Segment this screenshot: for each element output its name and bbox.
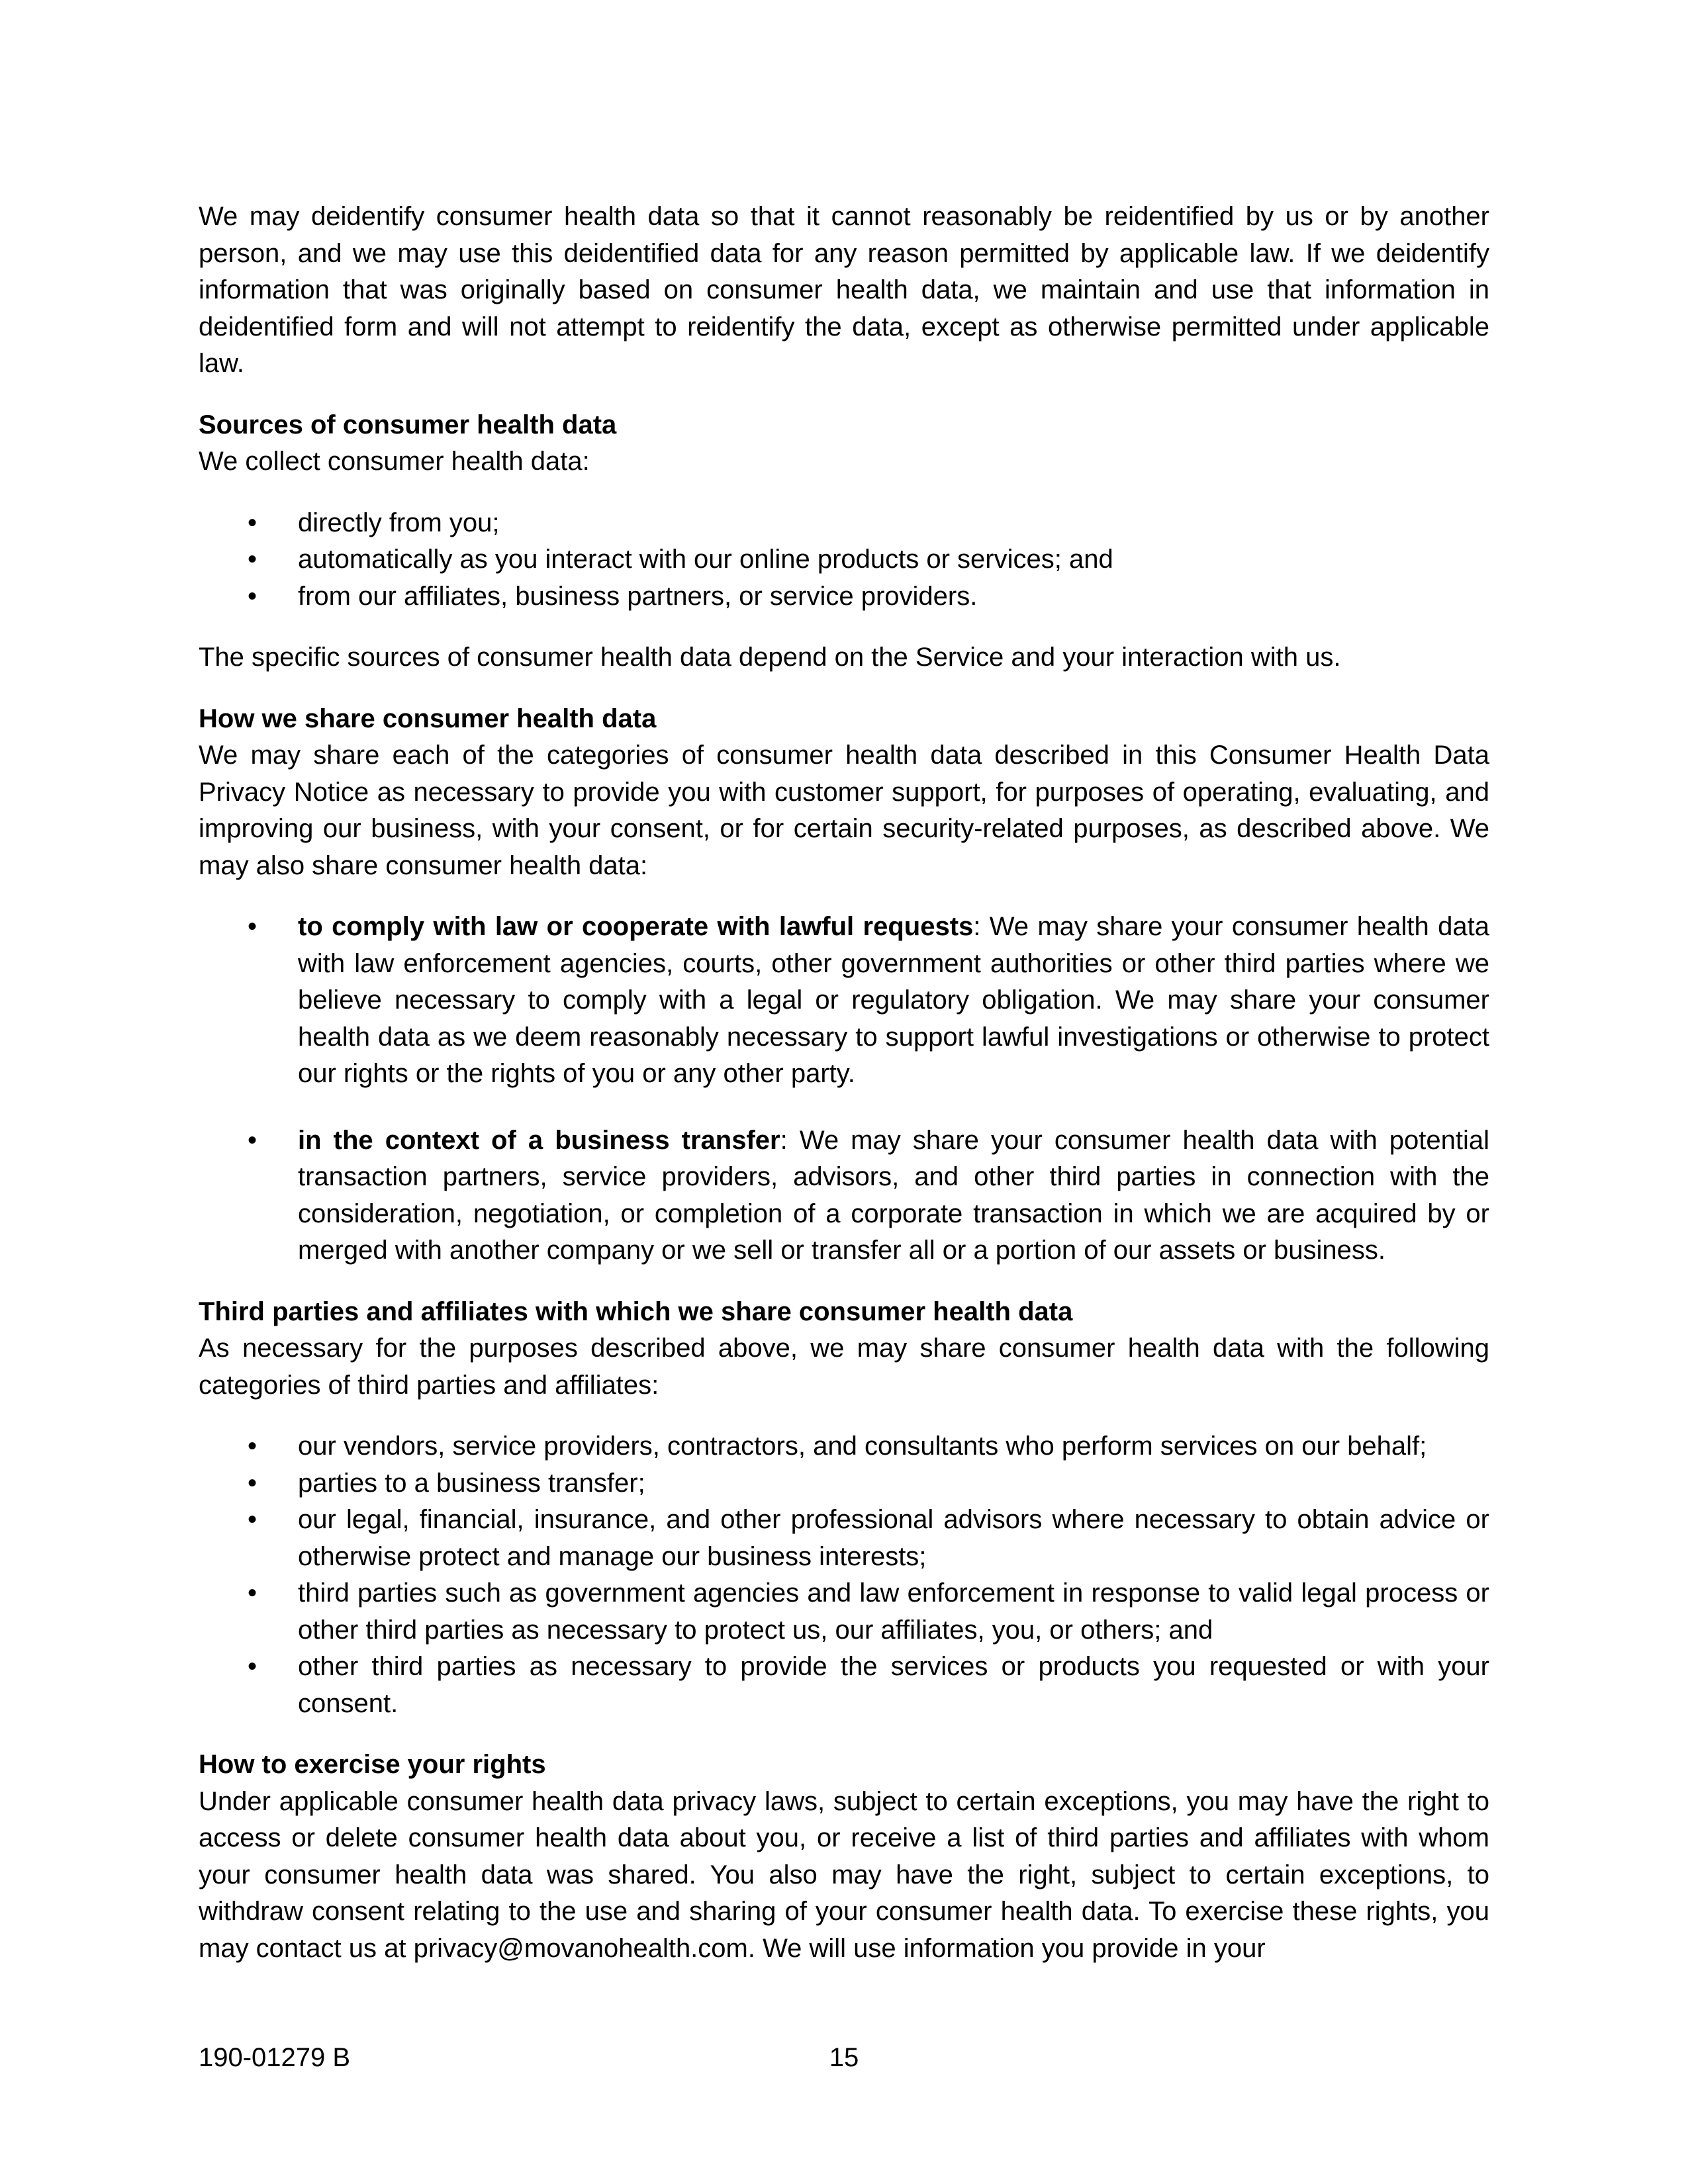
list-item-bold-lead: in the context of a business transfer (298, 1125, 780, 1155)
intro-paragraph: We may deidentify consumer health data so that it cannot reasonably be reidentified by us or by another person, and we may use this deidentified data for any reason permitted by applicable law. If we deidentify information that was originally based on consumer health data, we maintain and use that information in deidentified form and will not attempt to reidentify the data, except as otherwise permitted under applicable law. (199, 202, 1489, 378)
sources-closing: The specific sources of consumer health data depend on the Service and your interaction with us. (199, 643, 1341, 672)
list-item-text: : We may share your consumer health data with potential transaction partners, service providers, advisors, and other third parties in connection with the consideration, negotiation, or completion of a corporate transaction in which we are acquired by or merged with another company or we sell or transfer all or a portion of our assets or business. (298, 1125, 1489, 1265)
list-item: • directly from you; (199, 505, 1489, 542)
list-item-bold-lead: to comply with law or cooperate with lawful requests (298, 912, 974, 941)
list-item (199, 909, 1489, 1093)
sources-heading: Sources of consumer health data (199, 410, 617, 439)
sources-list (199, 505, 1489, 615)
page-number: 15 (829, 2043, 859, 2072)
document-page (199, 199, 1489, 1967)
third-parties-lead: As necessary for the purposes described above, we may share consumer health data with the following categories of third parties and affiliates: (199, 1334, 1489, 1400)
document-id: 190-01279 B (199, 2043, 351, 2072)
list-item: • our vendors, service providers, contractors, and consultants who perform services on our behalf; (199, 1428, 1489, 1465)
list-item (199, 1122, 1489, 1269)
sharing-lead: We may share each of the categories of consumer health data described in this Consumer Health Data Privacy Notice as necessary to provide you with customer support, for purposes of operating, evaluating, and improving our business, with your consent, or for certain security-related purposes, as described above. We may also share consumer health data: (199, 741, 1489, 880)
list-item: • other third parties as necessary to provide the services or products you requested or with your consent. (199, 1649, 1489, 1722)
list-item: • parties to a business transfer; (199, 1465, 1489, 1502)
sources-lead: We collect consumer health data: (199, 447, 590, 476)
list-item: • automatically as you interact with our online products or services; and (199, 541, 1489, 578)
list-item: • from our affiliates, business partners, or service providers. (199, 578, 1489, 615)
sharing-heading: How we share consumer health data (199, 704, 657, 733)
sharing-list (199, 909, 1489, 1269)
list-item: • third parties such as government agencies and law enforcement in response to valid legal process or other third parties as necessary to protect us, our affiliates, you, or others; and (199, 1575, 1489, 1649)
rights-paragraph: Under applicable consumer health data privacy laws, subject to certain exceptions, you may have the right to access or delete consumer health data about you, or receive a list of third parties and affiliates with whom your consumer health data was shared. You also may have the right, subject to certain exceptions, to withdraw consent relating to the use and sharing of your consumer health data. To exercise these rights, you may contact us at privacy@movanohealth.com. We will use information you provide in your (199, 1786, 1489, 1963)
third-parties-list (199, 1428, 1489, 1722)
list-item: • our legal, financial, insurance, and other professional advisors where necessary to obtain advice or otherwise protect and manage our business interests; (199, 1502, 1489, 1575)
rights-heading: How to exercise your rights (199, 1750, 546, 1779)
third-parties-heading: Third parties and affiliates with which we share consumer health data (199, 1297, 1073, 1326)
list-item-text: : We may share your consumer health data with law enforcement agencies, courts, other government authorities or other third parties where we believe necessary to comply with a legal or regulatory obligation. We may share your consumer health data as we deem reasonably necessary to support lawful investigations or otherwise to protect our rights or the rights of you or any other party. (298, 912, 1489, 1088)
